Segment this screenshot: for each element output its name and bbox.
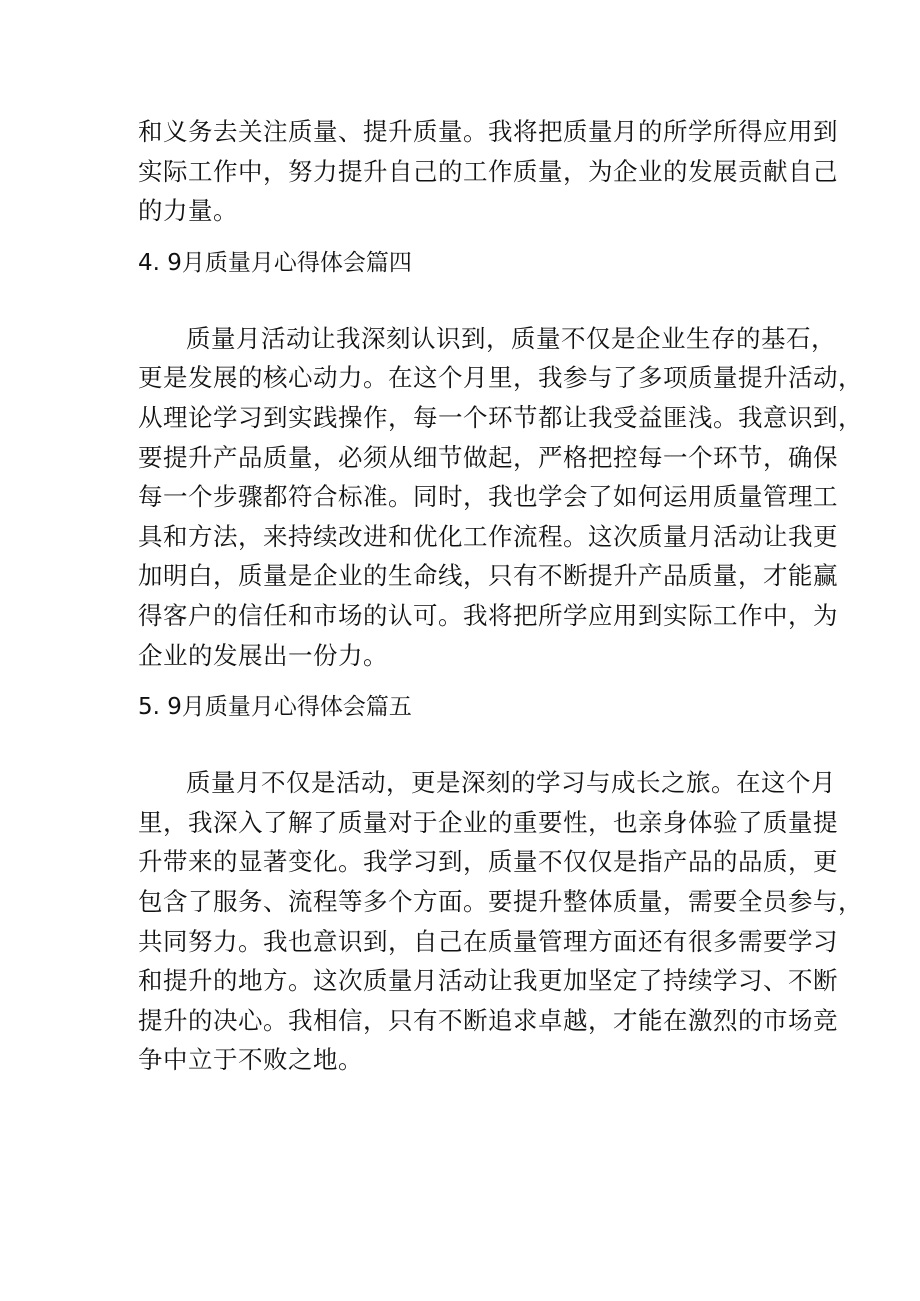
paragraph-line: 要提升产品质量，必须从细节做起，严格把控每一个环节，确保 — [138, 442, 838, 472]
paragraph-line: 每一个步骤都符合标准。同时，我也学会了如何运用质量管理工 — [138, 482, 838, 512]
section-5-paragraph — [138, 763, 863, 1080]
paragraph-line: 实际工作中，努力提升自己的工作质量，为企业的发展贡献自己 — [138, 156, 838, 186]
section-4-paragraph — [138, 319, 863, 675]
paragraph-line: 具和方法，来持续改进和优化工作流程。这次质量月活动让我更 — [138, 521, 838, 551]
paragraph-line: 从理论学习到实践操作，每一个环节都让我受益匪浅。我意识到， — [138, 402, 863, 432]
paragraph-line: 里，我深入了解了质量对于企业的重要性，也亲身体验了质量提 — [138, 807, 838, 837]
paragraph-line: 加明白，质量是企业的生命线，只有不断提升产品质量，才能赢 — [138, 561, 838, 591]
paragraph-line: 提升的决心。我相信，只有不断追求卓越，才能在激烈的市场竞 — [138, 1005, 838, 1035]
paragraph-line: 的力量。 — [138, 196, 238, 226]
paragraph-line: 包含了服务、流程等多个方面。要提升整体质量，需要全员参与， — [138, 886, 863, 916]
paragraph-line: 争中立于不败之地。 — [138, 1045, 363, 1075]
paragraph-line: 升带来的显著变化。我学习到，质量不仅仅是指产品的品质，更 — [138, 847, 838, 877]
document-body — [138, 112, 863, 1080]
paragraph-line: 和提升的地方。这次质量月活动让我更加坚定了持续学习、不断 — [138, 966, 838, 996]
paragraph-line: 质量月活动让我深刻认识到，质量不仅是企业生存的基石， — [186, 323, 836, 353]
paragraph-line: 企业的发展出一份力。 — [138, 640, 388, 670]
paragraph-line: 更是发展的核心动力。在这个月里，我参与了多项质量提升活动， — [138, 363, 863, 393]
paragraph-line: 和义务去关注质量、提升质量。我将把质量月的所学所得应用到 — [138, 117, 838, 146]
paragraph-line: 得客户的信任和市场的认可。我将把所学应用到实际工作中，为 — [138, 600, 838, 630]
paragraph-line: 共同努力。我也意识到，自己在质量管理方面还有很多需要学习 — [138, 926, 838, 956]
paragraph-line: 质量月不仅是活动，更是深刻的学习与成长之旅。在这个月 — [186, 768, 836, 798]
section-heading-4: 4. 9月质量月心得体会篇四 — [138, 249, 412, 276]
section-heading-5: 5. 9月质量月心得体会篇五 — [138, 694, 412, 721]
intro-paragraph — [138, 112, 838, 231]
